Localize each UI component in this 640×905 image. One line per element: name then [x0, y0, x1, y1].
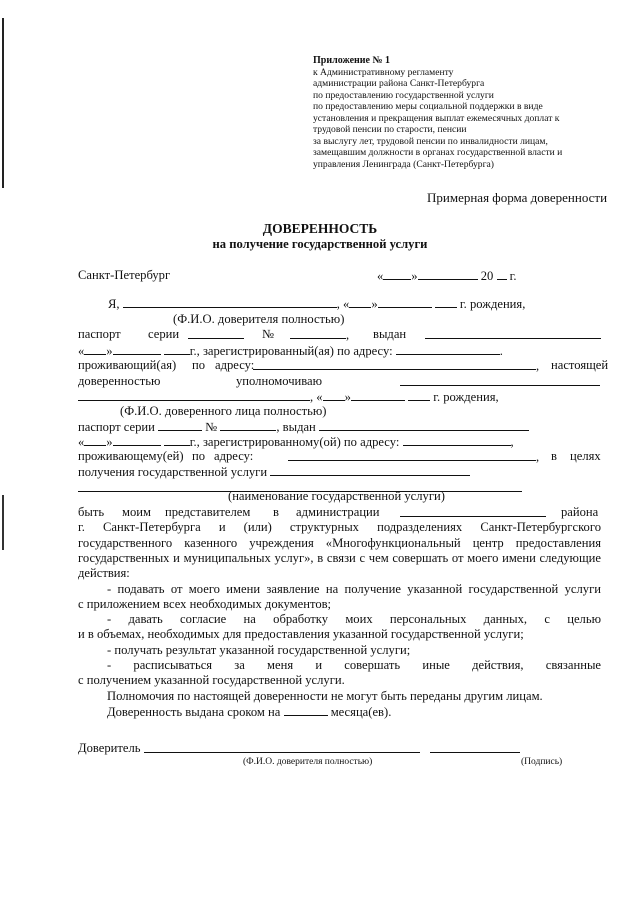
appendix-line: установления и прекращения выплат ежемесячных доплат к: [313, 112, 560, 124]
year-suffix: г.: [509, 269, 517, 283]
text: , «: [310, 390, 323, 404]
text: , «: [336, 297, 350, 311]
text: по: [192, 449, 206, 463]
date-line: [377, 268, 517, 283]
caption-principal: (Ф.И.О. доверителя полностью): [173, 312, 345, 326]
text: г. рождения,: [433, 390, 499, 404]
text: представителем: [165, 505, 251, 519]
signature-field[interactable]: [430, 741, 520, 753]
text: .: [499, 344, 503, 358]
body-line: государственных и муниципальных услуг», в связи с чем совершать от моего имени следующие: [78, 551, 601, 565]
text: паспорт: [78, 327, 121, 341]
text: проживающий(ая): [78, 358, 177, 372]
principal-residence-address-field[interactable]: [253, 358, 536, 370]
text: в: [273, 505, 279, 519]
principal-registration-line: [78, 343, 503, 358]
year-prefix: 20: [480, 269, 494, 283]
text: целях: [570, 449, 601, 463]
document-title: ДОВЕРЕННОСТЬ: [262, 221, 378, 236]
agent-birth-year-field[interactable]: [408, 389, 430, 401]
month-field[interactable]: [418, 268, 478, 280]
principal-passport-issuer-field[interactable]: [425, 327, 601, 339]
text: уполномочиваю: [236, 374, 323, 388]
agent-registration-address-field[interactable]: [403, 434, 511, 446]
body-line: Полномочия по настоящей доверенности не могут быть переданы другим лицам.: [107, 689, 543, 703]
principal-passport-number-field[interactable]: [290, 327, 346, 339]
text: серии: [148, 327, 180, 341]
agent-name-field-2[interactable]: [78, 389, 310, 401]
agent-issue-month-field[interactable]: [113, 434, 161, 446]
text: »: [106, 435, 113, 449]
principal-birth-month-field[interactable]: [378, 296, 432, 308]
text: «: [78, 344, 85, 358]
text: моим: [122, 505, 151, 519]
text: ,: [536, 450, 540, 464]
text: »: [106, 344, 113, 358]
body-line: государственного казенного учреждения «Многофункциональный центр предоставления: [78, 536, 601, 550]
text: по: [192, 358, 206, 372]
district-field[interactable]: [400, 505, 546, 517]
caption-signer-name: (Ф.И.О. доверителя полностью): [243, 757, 373, 767]
text: настоящей: [551, 358, 609, 372]
principal-name-field[interactable]: [123, 296, 337, 308]
validity-months-field[interactable]: [284, 704, 328, 716]
agent-name-field-1[interactable]: [400, 374, 600, 386]
agent-passport-series-field[interactable]: [158, 419, 202, 431]
appendix-line: управления Ленинграда (Санкт-Петербурга): [313, 158, 494, 170]
body-line: и в объемах, необходимых для предоставления указанной государственной услуги;: [78, 627, 524, 641]
scan-artifact: [2, 495, 4, 550]
text: администрации: [296, 505, 380, 519]
document-subtitle: на получение государственной услуги: [212, 237, 428, 251]
text: района: [561, 505, 599, 519]
appendix-line: по предоставлению меры социальной поддержки в виде: [313, 101, 543, 112]
text: №: [205, 420, 218, 434]
appendix-line: по предоставлению государственной услуги: [313, 89, 494, 101]
service-line: [78, 464, 470, 479]
text: месяца(ев).: [330, 705, 392, 719]
caption-signature: (Подпись): [521, 757, 563, 767]
principal-line: [108, 296, 525, 311]
power-item: - расписываться за меня и совершать иные действия, связанные: [107, 658, 601, 672]
principal-registration-address-field[interactable]: [396, 343, 500, 355]
appendix-block: [313, 55, 603, 170]
date-close-quote: »: [411, 269, 418, 283]
body-line: действия:: [78, 566, 130, 580]
agent-residence-address-field[interactable]: [288, 449, 536, 461]
city: Санкт-Петербург: [78, 268, 171, 282]
text: паспорт серии: [78, 420, 155, 434]
appendix-line: трудовой пенсии по старости, пенсии: [313, 124, 467, 135]
validity-line: [107, 704, 391, 719]
agent-issue-day-field[interactable]: [84, 434, 106, 446]
year-field[interactable]: [497, 268, 507, 280]
text: г., зарегистрированному(ой) по адресу:: [189, 435, 400, 449]
power-item: - получать результат указанной государственной услуги;: [107, 643, 411, 657]
appendix-line: Приложение № 1: [313, 55, 391, 66]
appendix-line: к Административному регламенту: [313, 66, 454, 78]
caption-service: (наименование государственной услуги): [228, 489, 445, 503]
signer-name-field[interactable]: [144, 741, 420, 753]
appendix-line: замещавшим должности в органах государственной власти и: [313, 147, 563, 158]
text: получения государственной услуги: [78, 465, 268, 479]
date-open-quote: «: [377, 269, 384, 283]
text: выдан: [373, 327, 407, 341]
body-line: с приложением всех необходимых документов;: [78, 597, 332, 611]
agent-passport-issuer-field[interactable]: [319, 419, 529, 431]
body-line: г. Санкт-Петербурга и (или) структурных подразделениях Санкт-Петербургского: [78, 520, 601, 534]
principal-birth-day-field[interactable]: [349, 296, 371, 308]
appendix-line: за выслугу лет, трудовой пенсии по инвалидности лицам,: [313, 135, 548, 147]
scan-artifact: [2, 18, 4, 188]
text: №: [262, 327, 275, 341]
power-item: - давать согласие на обработку моих персональных данных, с целью: [107, 612, 601, 626]
agent-registration-line: [78, 434, 514, 449]
text: г. рождения,: [459, 297, 526, 311]
agent-passport-number-field[interactable]: [220, 419, 276, 431]
agent-issue-year-field[interactable]: [164, 434, 190, 446]
principal-issue-day-field[interactable]: [84, 343, 106, 355]
appendix-line: администрации района Санкт-Петербурга: [313, 78, 485, 89]
text: ,: [510, 435, 514, 449]
text: г., зарегистрированный(ая) по адресу:: [189, 344, 393, 358]
text: «: [78, 435, 85, 449]
day-field[interactable]: [383, 268, 411, 280]
caption-agent: (Ф.И.О. доверенного лица полностью): [120, 404, 327, 418]
agent-birth-day-field[interactable]: [323, 389, 345, 401]
text: адресу:: [215, 358, 255, 372]
signature-label: Доверитель: [78, 741, 141, 755]
text: ,: [346, 328, 350, 342]
principal-issue-month-field[interactable]: [113, 343, 161, 355]
principal-issue-year-field[interactable]: [164, 343, 190, 355]
power-item: - подавать от моего имени заявление на получение указанной государственной услуги: [107, 582, 601, 596]
text: Я,: [108, 297, 120, 311]
text: в: [551, 449, 557, 463]
text: адресу:: [214, 449, 254, 463]
text: , выдан: [276, 420, 316, 434]
principal-passport-series-field[interactable]: [188, 327, 244, 339]
body-line: с получением указанной государственной услуги.: [78, 673, 345, 687]
text: доверенностью: [78, 374, 161, 388]
agent-birth-month-field[interactable]: [351, 389, 405, 401]
service-name-field-1[interactable]: [270, 464, 470, 476]
text: Доверенность выдана сроком на: [107, 705, 281, 719]
text: быть: [78, 505, 105, 519]
text: »: [371, 297, 378, 311]
text: ,: [536, 359, 540, 373]
agent-line: [78, 389, 499, 404]
principal-birth-year-field[interactable]: [435, 296, 457, 308]
form-type: Примерная форма доверенности: [427, 190, 608, 205]
agent-passport-line: [78, 419, 529, 434]
text: »: [344, 390, 351, 404]
text: проживающему(ей): [78, 449, 184, 463]
